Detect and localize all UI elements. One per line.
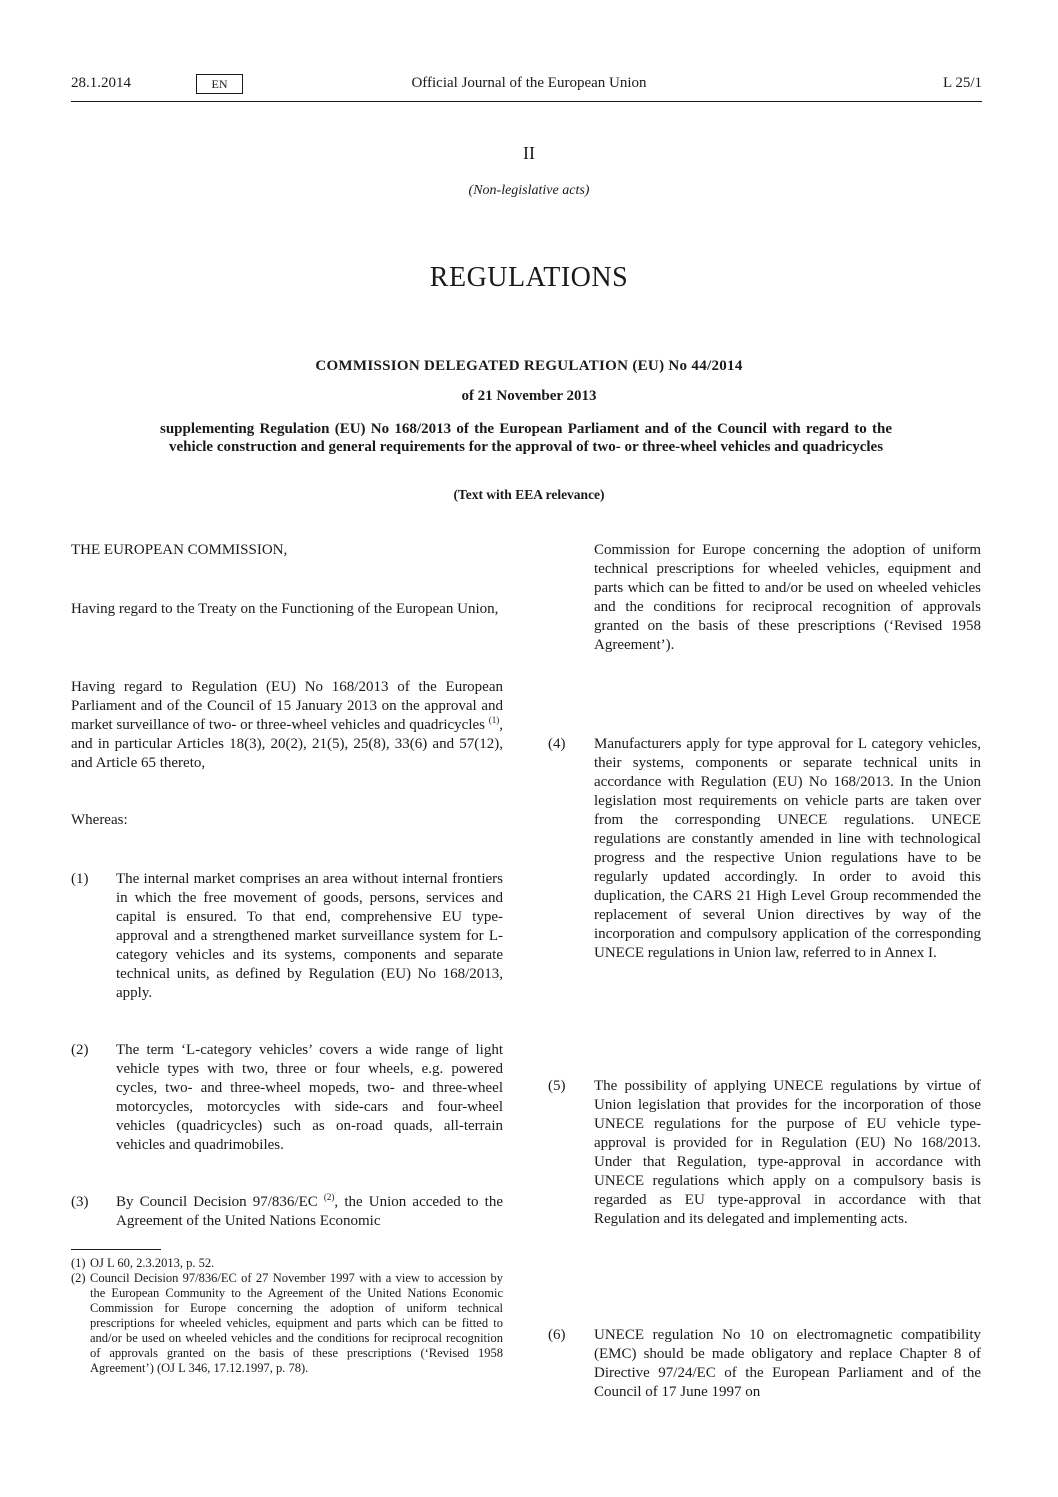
footnote-ref-1[interactable]: (1): [488, 715, 500, 725]
recital-text-part: , the Union acceded to the Agreement of the United Nations Economic: [116, 1194, 504, 1229]
recital-text: The internal market comprises an area without internal frontiers in which the free movement of goods, persons, services and capital is ensured. To that end, comprehensive EU type-approval and a strengthened market surveillance system for L-category vehicles and its systems, components and separate technical units, as defined by Regulation (EU) No 168/2013, apply.: [116, 871, 503, 1001]
recital-number: (2): [71, 1042, 89, 1058]
act-date: of 21 November 2013: [461, 388, 597, 404]
recital-text: [116, 1193, 503, 1231]
recital-text: Manufacturers apply for type approval for L category vehicles, their systems, components or separate technical units in accordance with Regulation (EU) No 168/2013. In the Union legislation most requirements on vehicle parts are taken over from the corresponding UNECE regulations. UNECE regulations are constantly amended in line with technological progress and the respective Union regulations have to be regularly updated accordingly. In order to avoid this duplication, the CARS 21 High Level Group recommended the replacement of several Union directives by way of the incorporation and compulsory application of the corresponding UNECE regulations in Union law, referred to in Annex I.: [594, 736, 981, 961]
page-reference: L 25/1: [942, 75, 982, 91]
whereas-label: Whereas:: [71, 812, 128, 828]
regulation-text-1: Having regard to Regulation (EU) No 168/2013 of the European Parliament and of the Council of 15 January 2013 on the approval and market surveillance of two- or three-wheel vehicles and quadricycles: [71, 679, 503, 733]
recital-number: (5): [548, 1078, 566, 1094]
header-divider: [71, 101, 982, 102]
footnote-text: Council Decision 97/836/EC of 27 November 1997 with a view to accession by the European Community to the Agreement of the United Nations Economic Commission for Europe concerning the adoption of uniform technical prescriptions for wheeled vehicles, equipment and parts which can be fitted to and/or be used on wheeled vehicles and the conditions for reciprocal recognition of approvals granted on the basis of these prescriptions (‘Revised 1958 Agreement’) (OJ L 346, 17.12.1997, p. 78).: [90, 1271, 503, 1375]
language-badge: EN: [196, 74, 243, 94]
journal-title: Official Journal of the European Union: [411, 75, 647, 91]
recital-number: (6): [548, 1327, 566, 1343]
publication-date: 28.1.2014: [71, 75, 131, 91]
footnote-number: (2): [71, 1271, 86, 1285]
eea-relevance: (Text with EEA relevance): [453, 487, 605, 502]
section-heading: REGULATIONS: [429, 262, 629, 293]
recital-number: (3): [71, 1194, 89, 1210]
recital-text: The term ‘L-category vehicles’ covers a wide range of light vehicle types with two, three or four wheels, e.g. powered cycles, two- and three-wheel mopeds, two- and three-wheel motorcycles, motorcycles with side-cars and four-wheel vehicles (quadricycles) such as on-road quads, all-terrain vehicles and quadrimobiles.: [116, 1042, 503, 1153]
footnote-ref-2[interactable]: (2): [323, 1192, 335, 1202]
recital-number: (4): [548, 736, 566, 752]
footnote-divider: [71, 1249, 161, 1250]
act-subject: supplementing Regulation (EU) No 168/2013 of the European Parliament and of the Council with regard to the vehicle construction and general requirements for the approval of two- or three-wheel vehicles and quadricycles: [160, 421, 892, 455]
act-title: COMMISSION DELEGATED REGULATION (EU) No 44/2014: [315, 358, 743, 374]
preamble-regulation: [71, 678, 503, 773]
recital-text-part: By Council Decision 97/836/EC: [116, 1194, 324, 1210]
section-subtitle: (Non-legislative acts): [468, 183, 590, 198]
recital-text: UNECE regulation No 10 on electromagnetic compatibility (EMC) should be made obligatory and replace Chapter 8 of Directive 97/24/EC of the European Parliament and of the Council of 17 June 1997 on: [594, 1327, 981, 1400]
recital-continuation: Commission for Europe concerning the adoption of uniform technical prescriptions for wheeled vehicles, equipment and parts which can be fitted to and/or be used on wheeled vehicles and the conditions for reciprocal recognition of approvals granted on the basis of these prescriptions (‘Revised 1958 Agreement’).: [594, 542, 981, 653]
footnote-number: (1): [71, 1256, 86, 1270]
regulation-text-2: , and in particular Articles 18(3), 20(2), 21(5), 25(8), 33(6) and 57(12), and Article 65 thereto,: [71, 717, 503, 771]
recital-number: (1): [71, 871, 89, 887]
preamble-treaty: Having regard to the Treaty on the Functioning of the European Union,: [71, 601, 499, 617]
footnote-text: OJ L 60, 2.3.2013, p. 52.: [90, 1256, 215, 1270]
preamble-commission: THE EUROPEAN COMMISSION,: [71, 542, 288, 558]
recital-text: The possibility of applying UNECE regulations by virtue of Union legislation that provides for the incorporation of those UNECE regulations for the purpose of EU vehicle type-approval is provided for in Regulation (EU) No 168/2013. Under that Regulation, type-approval in accordance with UNECE regulations which apply on a compulsory basis is regarded as EU type-approval in accordance with that Regulation and its delegated and implementing acts.: [594, 1078, 981, 1227]
section-number: II: [523, 143, 535, 163]
